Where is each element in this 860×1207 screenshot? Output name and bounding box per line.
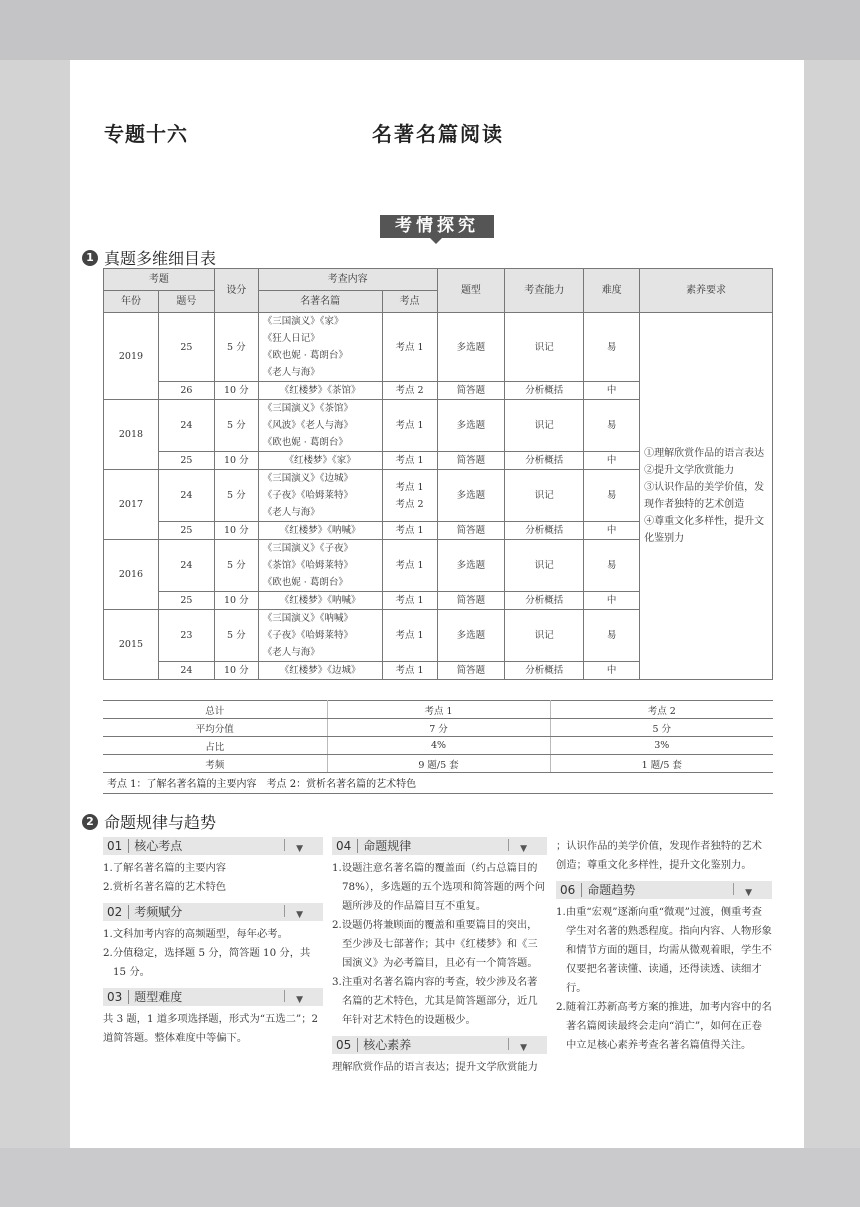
chevron-down-icon: ▼ bbox=[520, 840, 527, 859]
summary-value-1: 9 题/5 套 bbox=[327, 755, 550, 773]
question-number-cell: 24 bbox=[158, 662, 214, 680]
box-number: 06 bbox=[556, 883, 582, 897]
summary-row bbox=[103, 719, 773, 737]
ability-cell: 识记 bbox=[505, 610, 584, 662]
difficulty-cell: 易 bbox=[584, 540, 640, 592]
type-cell: 简答题 bbox=[437, 662, 505, 680]
question-number-cell: 25 bbox=[158, 452, 214, 470]
summary-row bbox=[103, 737, 773, 755]
question-number-cell: 25 bbox=[158, 313, 214, 382]
point-cell: 考点 1 bbox=[382, 313, 437, 382]
point-cell: 考点 1 考点 2 bbox=[382, 470, 437, 522]
difficulty-cell: 易 bbox=[584, 313, 640, 382]
summary-row bbox=[103, 701, 773, 719]
works-cell: 《红楼梦》《茶馆》 bbox=[258, 382, 382, 400]
th-content: 考查内容 bbox=[258, 269, 437, 291]
chevron-down-icon: ▼ bbox=[296, 840, 303, 859]
summary-value-1: 4% bbox=[327, 737, 550, 755]
question-number-cell: 24 bbox=[158, 540, 214, 592]
type-cell: 多选题 bbox=[437, 313, 505, 382]
question-number-cell: 24 bbox=[158, 400, 214, 452]
type-cell: 多选题 bbox=[437, 470, 505, 522]
score-cell: 5 分 bbox=[214, 313, 258, 382]
ability-cell: 识记 bbox=[505, 400, 584, 452]
question-number-cell: 25 bbox=[158, 522, 214, 540]
background-shape bbox=[0, 0, 860, 60]
works-cell: 《红楼梦》《呐喊》 bbox=[258, 522, 382, 540]
box-title: 考频赋分 bbox=[134, 904, 183, 919]
difficulty-cell: 中 bbox=[584, 662, 640, 680]
box-04-header bbox=[332, 837, 547, 855]
section1-title: 真题多维细目表 bbox=[104, 249, 217, 268]
th-nandu: 难度 bbox=[584, 269, 640, 313]
section2-title: 命题规律与趋势 bbox=[104, 813, 217, 832]
difficulty-cell: 易 bbox=[584, 470, 640, 522]
ability-cell: 分析概括 bbox=[505, 662, 584, 680]
point-cell: 考点 1 bbox=[382, 452, 437, 470]
year-cell: 2016 bbox=[104, 540, 159, 610]
box-number: 04 bbox=[332, 839, 358, 853]
works-cell: 《红楼梦》《呐喊》 bbox=[258, 592, 382, 610]
section1-number: 1 bbox=[82, 250, 98, 266]
document-page bbox=[70, 60, 804, 1148]
summary-value-1: 考点 1 bbox=[327, 701, 550, 719]
column-1 bbox=[103, 837, 323, 1048]
page-title: 名著名篇阅读 bbox=[372, 122, 504, 146]
section-label: 专题十六 bbox=[104, 122, 188, 146]
paragraph-continued: ；认识作品的美学价值，发现作者独特的艺术创造；尊重文化多样性，提升文化鉴别力。 bbox=[556, 840, 762, 871]
summary-value-1: 7 分 bbox=[327, 719, 550, 737]
score-cell: 10 分 bbox=[214, 452, 258, 470]
summary-label: 平均分值 bbox=[103, 719, 327, 737]
score-cell: 10 分 bbox=[214, 522, 258, 540]
list-item: 1.设题注意名著名篇的覆盖面（约占总篇目的 78%），多选题的五个选项和简答题的两个问题所涉及的作品篇目互不重复。 bbox=[332, 862, 546, 912]
requirements-cell: ①理解欣赏作品的语言表达 ②提升文学欣赏能力 ③认识作品的美学价值，发现作者独特的艺术创造 ④尊重文化多样性，提升文化鉴别力 bbox=[640, 313, 773, 680]
section2-number: 2 bbox=[82, 814, 98, 830]
year-cell: 2019 bbox=[104, 313, 159, 400]
chevron-down-icon: ▼ bbox=[296, 906, 303, 925]
summary-value-2: 3% bbox=[550, 737, 773, 755]
ability-cell: 识记 bbox=[505, 313, 584, 382]
score-cell: 5 分 bbox=[214, 400, 258, 452]
question-number-cell: 26 bbox=[158, 382, 214, 400]
ability-cell: 识记 bbox=[505, 470, 584, 522]
list-item: 1.文科加考内容的高频题型，每年必考。 bbox=[103, 928, 288, 940]
works-cell: 《三国演义》《家》 《狂人日记》 《欧也妮 · 葛朗台》 《老人与海》 bbox=[258, 313, 382, 382]
box-number: 01 bbox=[103, 839, 129, 853]
point-cell: 考点 1 bbox=[382, 592, 437, 610]
list-item: 1.了解名著名篇的主要内容 bbox=[103, 862, 227, 874]
point-cell: 考点 2 bbox=[382, 382, 437, 400]
chevron-down-icon: ▼ bbox=[296, 991, 303, 1010]
box-title: 命题规律 bbox=[363, 838, 412, 853]
box-06-header bbox=[556, 881, 772, 899]
ability-cell: 分析概括 bbox=[505, 452, 584, 470]
th-kaodian: 考点 bbox=[382, 291, 437, 313]
list-item: 3.注重对名著名篇内容的考查，较少涉及名著名篇的艺术特色，尤其是简答题部分，近几年针对艺术特色的设题极少。 bbox=[332, 976, 538, 1026]
table-row bbox=[104, 313, 773, 382]
point-cell: 考点 1 bbox=[382, 662, 437, 680]
question-number-cell: 24 bbox=[158, 470, 214, 522]
type-cell: 简答题 bbox=[437, 522, 505, 540]
difficulty-cell: 中 bbox=[584, 382, 640, 400]
works-cell: 《三国演义》《子夜》 《茶馆》《哈姆莱特》 《欧也妮 · 葛朗台》 bbox=[258, 540, 382, 592]
box-03-header bbox=[103, 988, 323, 1006]
works-cell: 《红楼梦》《家》 bbox=[258, 452, 382, 470]
box-title: 核心考点 bbox=[134, 838, 183, 853]
summary-value-2: 5 分 bbox=[550, 719, 773, 737]
type-cell: 简答题 bbox=[437, 452, 505, 470]
year-cell: 2017 bbox=[104, 470, 159, 540]
score-cell: 10 分 bbox=[214, 382, 258, 400]
exam-table bbox=[103, 268, 773, 680]
box-number: 02 bbox=[103, 905, 129, 919]
score-cell: 5 分 bbox=[214, 610, 258, 662]
type-cell: 简答题 bbox=[437, 382, 505, 400]
box-number: 03 bbox=[103, 990, 129, 1004]
th-suyang: 素养要求 bbox=[640, 269, 773, 313]
point-cell: 考点 1 bbox=[382, 522, 437, 540]
background-shape bbox=[0, 1148, 860, 1207]
difficulty-cell: 易 bbox=[584, 400, 640, 452]
banner-label: 考情探究 bbox=[380, 215, 494, 238]
difficulty-cell: 中 bbox=[584, 452, 640, 470]
box-02-header bbox=[103, 903, 323, 921]
works-cell: 《三国演义》《茶馆》 《风波》《老人与海》 《欧也妮 · 葛朗台》 bbox=[258, 400, 382, 452]
type-cell: 多选题 bbox=[437, 610, 505, 662]
summary-value-2: 考点 2 bbox=[550, 701, 773, 719]
summary-label: 总计 bbox=[103, 701, 327, 719]
th-tihao: 题号 bbox=[158, 291, 214, 313]
paragraph: 理解欣赏作品的语言表达；提升文学欣赏能力 bbox=[332, 1061, 538, 1073]
works-cell: 《三国演义》《呐喊》 《子夜》《哈姆莱特》 《老人与海》 bbox=[258, 610, 382, 662]
th-kaoti: 考题 bbox=[104, 269, 215, 291]
type-cell: 简答题 bbox=[437, 592, 505, 610]
chevron-down-icon: ▼ bbox=[745, 884, 752, 903]
box-number: 05 bbox=[332, 1038, 358, 1052]
column-2 bbox=[332, 837, 547, 1077]
summary-table bbox=[103, 700, 773, 773]
summary-row bbox=[103, 755, 773, 773]
point-cell: 考点 1 bbox=[382, 540, 437, 592]
section1-heading bbox=[82, 246, 216, 269]
works-cell: 《红楼梦》《边城》 bbox=[258, 662, 382, 680]
works-cell: 《三国演义》《边城》 《子夜》《哈姆莱特》 《老人与海》 bbox=[258, 470, 382, 522]
box-title: 命题趋势 bbox=[587, 882, 636, 897]
table-note: 考点 1：了解名著名篇的主要内容 考点 2：赏析名著名篇的艺术特色 bbox=[103, 774, 773, 794]
th-shefen: 设分 bbox=[214, 269, 258, 313]
box-title: 核心素养 bbox=[363, 1037, 412, 1052]
box-title: 题型难度 bbox=[134, 989, 183, 1004]
th-mingzhu: 名著名篇 bbox=[258, 291, 382, 313]
year-cell: 2018 bbox=[104, 400, 159, 470]
score-cell: 10 分 bbox=[214, 592, 258, 610]
difficulty-cell: 易 bbox=[584, 610, 640, 662]
difficulty-cell: 中 bbox=[584, 592, 640, 610]
th-nengli: 考查能力 bbox=[505, 269, 584, 313]
summary-label: 考频 bbox=[103, 755, 327, 773]
th-tixing: 题型 bbox=[437, 269, 505, 313]
question-number-cell: 25 bbox=[158, 592, 214, 610]
list-item: 2.设题仍将兼顾面的覆盖和重要篇目的突出，至少涉及七部著作；其中《红楼梦》和《三国演义》为必考篇目，且必有一个简答题。 bbox=[332, 919, 538, 969]
score-cell: 5 分 bbox=[214, 540, 258, 592]
type-cell: 多选题 bbox=[437, 400, 505, 452]
ability-cell: 分析概括 bbox=[505, 382, 584, 400]
ability-cell: 分析概括 bbox=[505, 592, 584, 610]
list-item: 2.随着江苏新高考方案的推进，加考内容中的名著名篇阅读最终会走向“消亡”，如何在正卷中立足核心素养考查名著名篇值得关注。 bbox=[556, 1001, 772, 1051]
list-item: 2.分值稳定，选择题 5 分，简答题 10 分，共 15 分。 bbox=[103, 947, 311, 978]
box-01-header bbox=[103, 837, 323, 855]
box-05-header bbox=[332, 1036, 547, 1054]
score-cell: 5 分 bbox=[214, 470, 258, 522]
type-cell: 多选题 bbox=[437, 540, 505, 592]
year-cell: 2015 bbox=[104, 610, 159, 680]
score-cell: 10 分 bbox=[214, 662, 258, 680]
list-item: 1.由重“宏观”逐渐向重“微观”过渡，侧重考查学生对名著的熟悉程度。指向内容、人物形象和情节方面的题目，均需从微观着眼，学生不仅要把名著读懂、读通，还得读透、读细才行。 bbox=[556, 906, 772, 994]
point-cell: 考点 1 bbox=[382, 610, 437, 662]
chevron-down-icon: ▼ bbox=[520, 1039, 527, 1058]
summary-label: 占比 bbox=[103, 737, 327, 755]
summary-value-2: 1 题/5 套 bbox=[550, 755, 773, 773]
difficulty-cell: 中 bbox=[584, 522, 640, 540]
column-3 bbox=[556, 837, 772, 1055]
point-cell: 考点 1 bbox=[382, 400, 437, 452]
ability-cell: 识记 bbox=[505, 540, 584, 592]
ability-cell: 分析概括 bbox=[505, 522, 584, 540]
paragraph: 共 3 题，1 道多项选择题，形式为“五选二”；2 道简答题。整体难度中等偏下。 bbox=[103, 1013, 319, 1044]
th-nianfen: 年份 bbox=[104, 291, 159, 313]
section2-heading bbox=[82, 810, 216, 833]
list-item: 2.赏析名著名篇的艺术特色 bbox=[103, 881, 227, 893]
question-number-cell: 23 bbox=[158, 610, 214, 662]
